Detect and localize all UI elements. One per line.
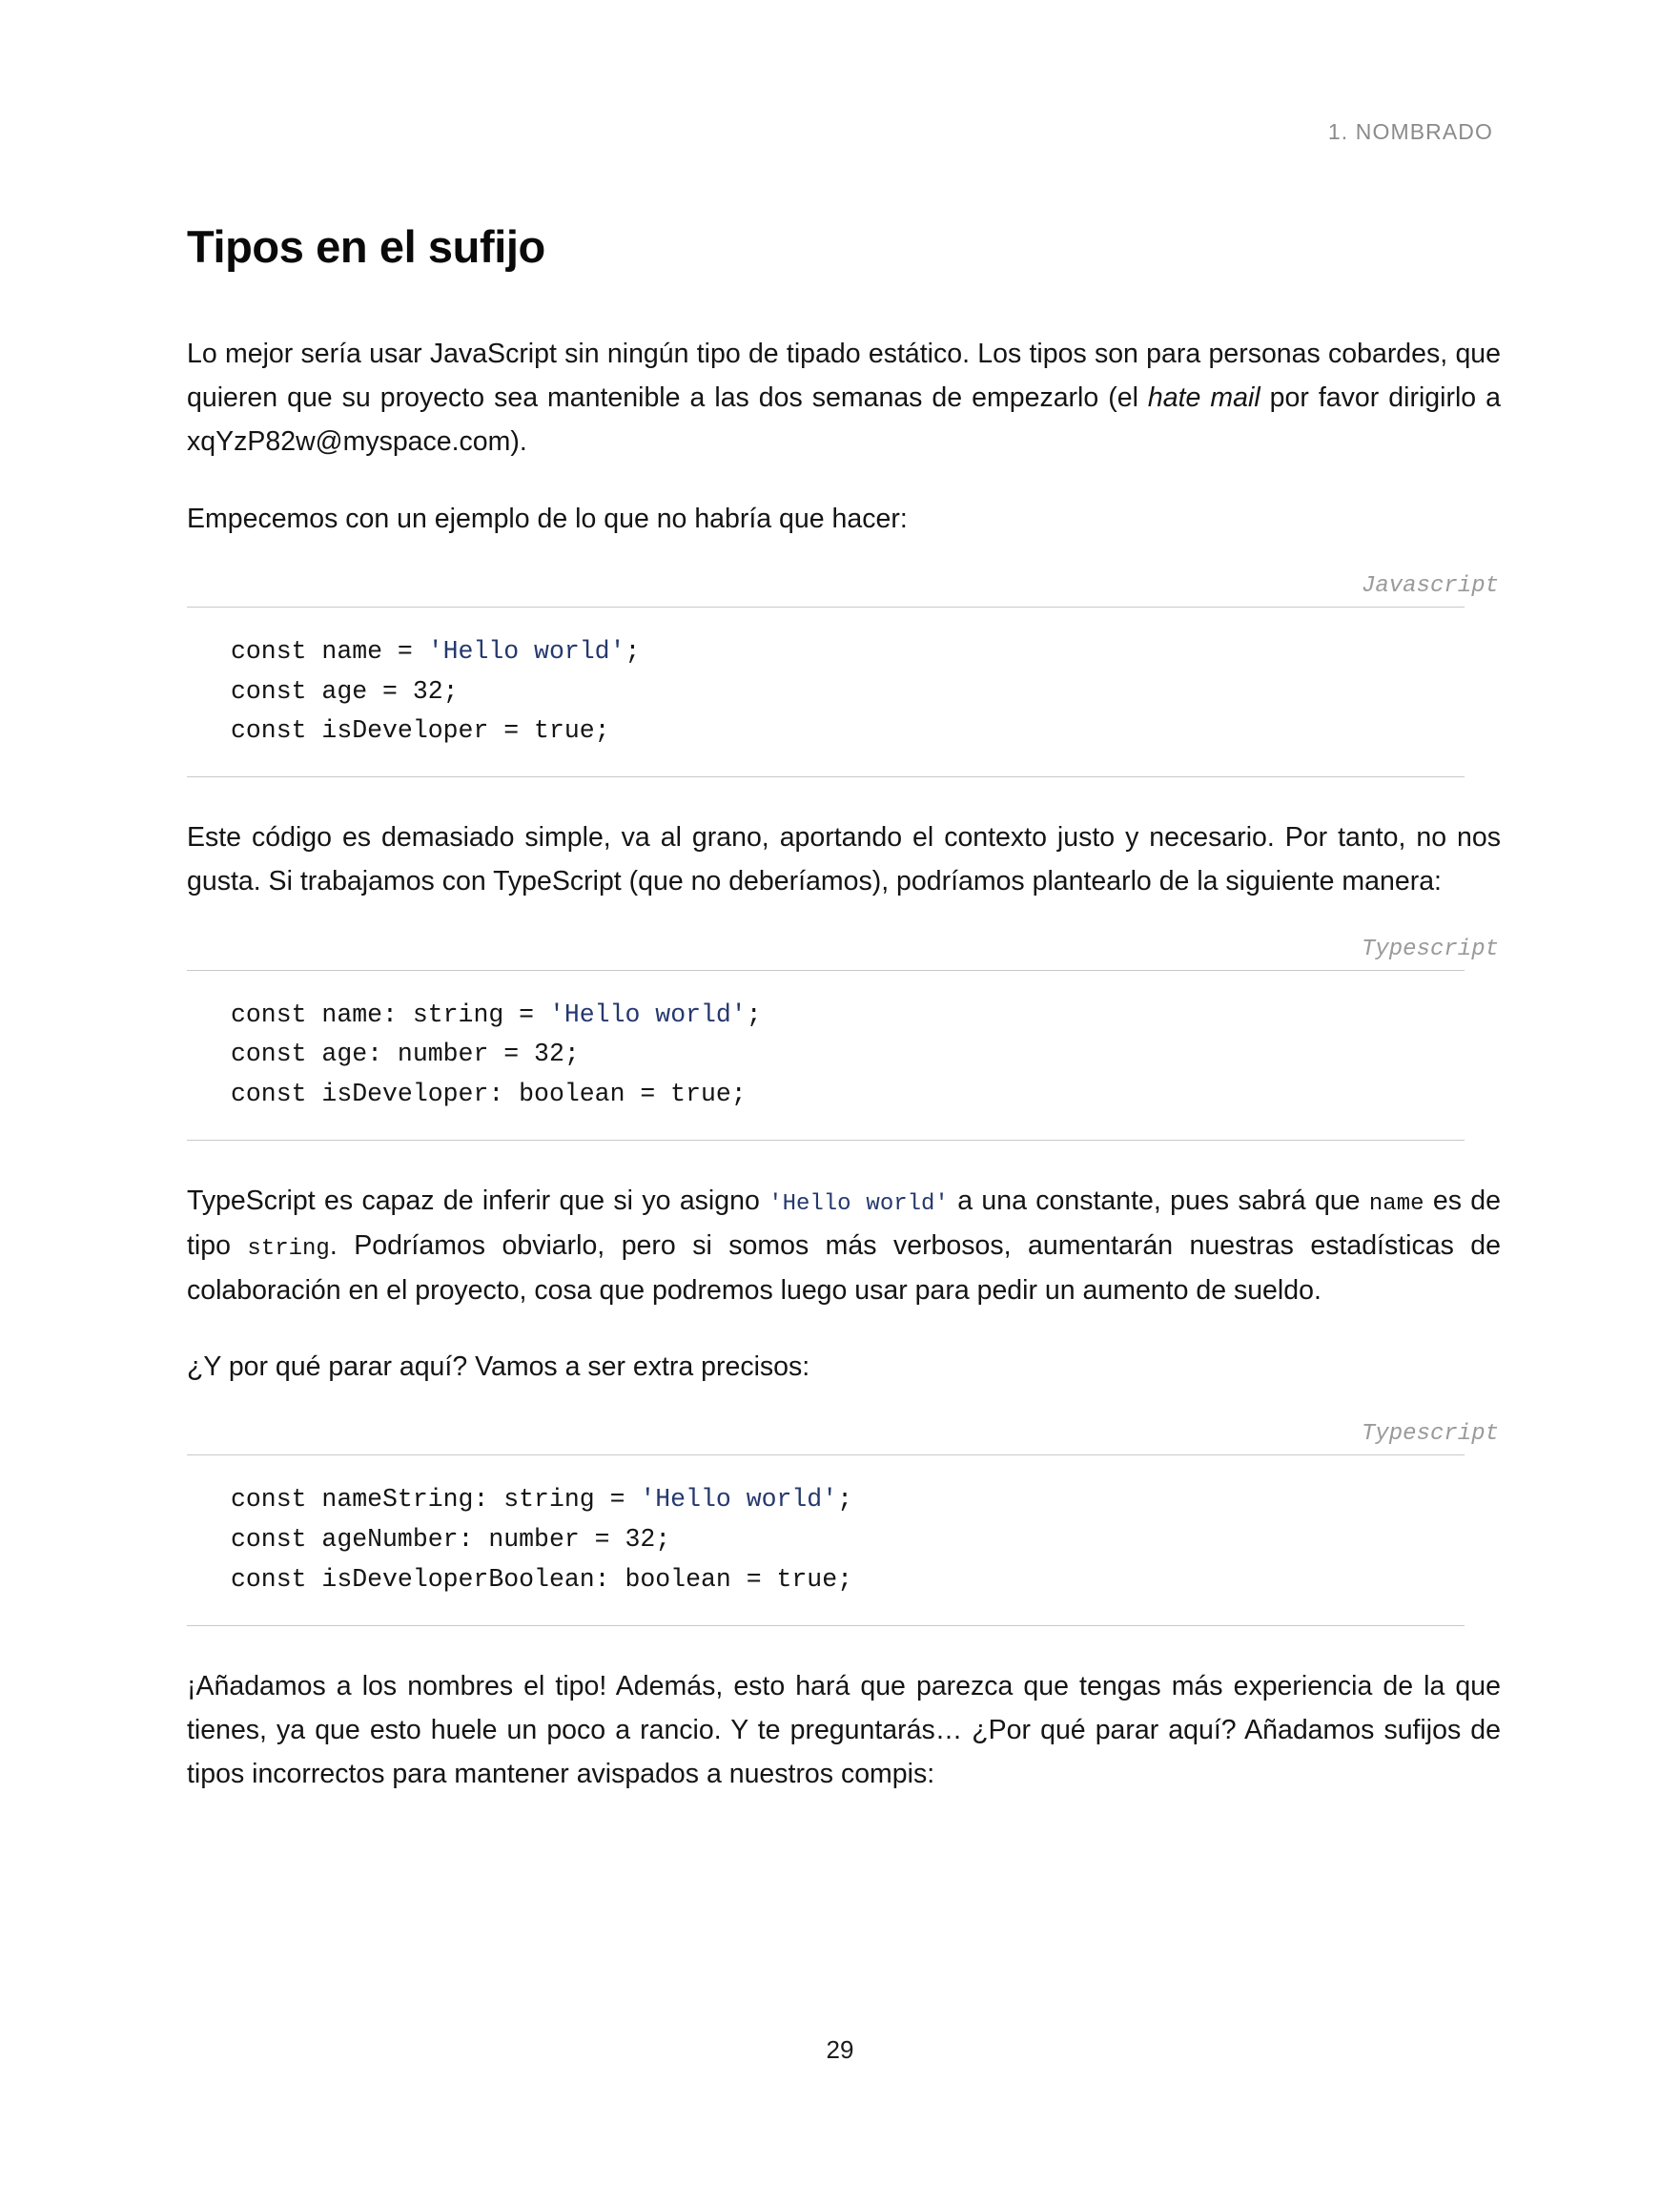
page-number: 29	[826, 2035, 854, 2064]
page-title: Tipos en el sufijo	[187, 221, 545, 272]
paragraph-este-codigo: Este código es demasiado simple, va al grano, aportando el contexto justo y necesario. Por tanto, no nos gusta. Si trabajamos con TypeScript (que no deberíamos), podríamos plantearlo de la siguiente manera:	[187, 822, 1501, 897]
code-line	[231, 1480, 1501, 1520]
code-body	[187, 971, 1501, 1141]
code-text: const name: string =	[231, 1000, 549, 1029]
code-block-javascript	[187, 573, 1501, 778]
code-string-literal: 'Hello world'	[640, 1485, 838, 1515]
inline-code-string: string	[247, 1236, 330, 1263]
code-body	[187, 608, 1501, 777]
code-line	[231, 711, 1501, 752]
code-line	[231, 672, 1501, 712]
paragraph-intro-part-1: Lo mejor sería usar JavaScript sin ningún tipo de tipado estático. Los tipos son para personas cobardes, que quieren que su proyecto sea mantenible a las dos semanas de empezarlo (el	[187, 339, 1501, 414]
code-line	[231, 996, 1501, 1036]
code-text-tail: ;	[625, 636, 641, 666]
code-language-label: Javascript	[1361, 572, 1499, 599]
paragraph-typescript-infiere	[187, 1179, 1501, 1312]
code-text: const age = 32;	[231, 676, 459, 706]
paragraph-part-3: es de tipo	[187, 1185, 1502, 1262]
paragraph-part-1: TypeScript es capaz de inferir que si yo asigno	[187, 1185, 769, 1217]
code-string-literal: 'Hello world'	[427, 636, 625, 666]
code-language-label: Typescript	[1361, 1421, 1499, 1448]
code-text-tail: ;	[746, 1000, 762, 1029]
code-text-tail: ;	[837, 1485, 853, 1515]
page-content	[187, 221, 1501, 1796]
paragraph-intro-part-2: por favor dirigirlo a xqYzP82w@myspace.com).	[187, 382, 1501, 458]
paragraph-anadamos: ¡Añadamos a los nombres el tipo! Además, esto hará que parezca que tengas más experiencia de la que tienes, ya que esto huele un poco a rancio. Y te preguntarás… ¿Por qué parar aquí? Añadamos sufijos de tipos incorrectos para mantener avispados a nuestros compis:	[187, 1670, 1501, 1790]
code-text: const nameString: string =	[231, 1485, 641, 1515]
paragraph-part-4: . Podríamos obviarlo, pero si somos más verbosos, aumentarán nuestras estadísticas de colaboración en el proyecto, cosa que podremos luego usar para pedir un aumento de sueldo.	[187, 1230, 1501, 1306]
code-body	[187, 1455, 1501, 1625]
code-line	[231, 1035, 1501, 1075]
code-text: const name =	[231, 636, 428, 666]
code-block-typescript-1	[187, 937, 1501, 1142]
code-line	[231, 1075, 1501, 1115]
code-line	[231, 632, 1501, 672]
code-language-label: Typescript	[1361, 936, 1499, 962]
running-header: 1. NOMBRADO	[1327, 119, 1493, 144]
paragraph-empecemos: Empecemos con un ejemplo de lo que no habría que hacer:	[187, 503, 908, 534]
paragraph-intro	[187, 332, 1501, 464]
italic-hate-mail: hate mail	[1147, 382, 1260, 414]
code-line	[231, 1520, 1501, 1560]
code-string-literal: 'Hello world'	[548, 1000, 747, 1029]
code-block-typescript-2	[187, 1421, 1501, 1626]
code-rule-bottom	[187, 1625, 1465, 1626]
code-text: const isDeveloperBoolean: boolean = true;	[231, 1564, 853, 1594]
code-text: const isDeveloper = true;	[231, 716, 610, 746]
code-rule-bottom	[187, 776, 1465, 777]
code-text: const isDeveloper: boolean = true;	[231, 1080, 747, 1109]
inline-code-name: name	[1368, 1191, 1424, 1218]
inline-code-hello-world: 'Hello world'	[768, 1191, 949, 1218]
paragraph-por-que-parar: ¿Y por qué parar aquí? Vamos a ser extra precisos:	[187, 1351, 810, 1383]
code-line	[231, 1560, 1501, 1600]
code-text: const ageNumber: number = 32;	[231, 1525, 671, 1555]
paragraph-part-2: a una constante, pues sabrá que	[948, 1185, 1369, 1217]
code-rule-bottom	[187, 1140, 1465, 1141]
code-text: const age: number = 32;	[231, 1040, 580, 1069]
